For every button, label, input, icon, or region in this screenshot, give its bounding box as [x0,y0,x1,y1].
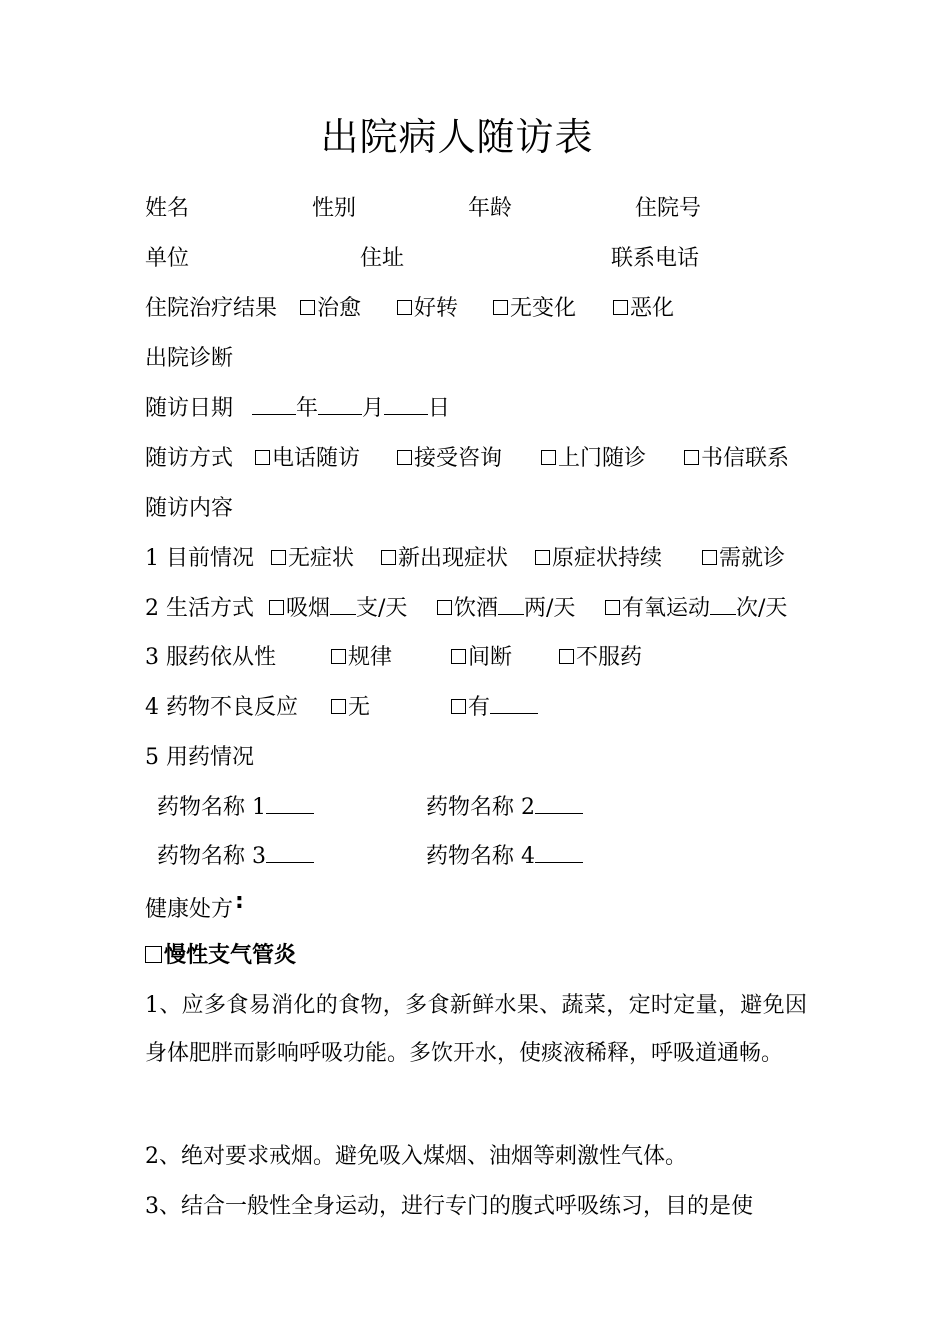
checkbox-icon[interactable] [535,550,550,565]
month-blank[interactable] [318,396,362,415]
advice-paragraph-2: 2、绝对要求戒烟。避免吸入煤烟、油烟等刺激性气体。 [145,1144,687,1169]
hospital-no-label: 住院号 [635,196,702,221]
compliance-option-regular[interactable]: 规律 [331,638,392,678]
checkbox-icon[interactable] [269,600,284,615]
drug-name-3[interactable]: 药物名称 3 [157,837,314,877]
checkbox-icon[interactable] [493,300,508,315]
checkbox-icon[interactable] [605,600,620,615]
day-blank[interactable] [384,396,428,415]
checkbox-icon[interactable] [331,699,346,714]
checkbox-icon[interactable] [702,550,717,565]
checkbox-icon[interactable] [331,649,346,664]
health-prescription-row [145,890,830,930]
checkbox-icon[interactable] [145,946,162,963]
lifestyle-row [145,589,830,629]
current-option-persistent[interactable]: 原症状持续 [535,539,662,579]
compliance-option-intermittent[interactable]: 间断 [451,638,512,678]
checkbox-icon[interactable] [381,550,396,565]
checkbox-icon[interactable] [300,300,315,315]
result-option-unchanged[interactable]: 无变化 [493,289,576,329]
lifestyle-label: 2 生活方式 [145,596,254,621]
method-option-home-visit[interactable]: 上门随诊 [541,439,646,479]
drug-row-2 [145,837,830,877]
current-option-none[interactable]: 无症状 [271,539,354,579]
checkbox-icon[interactable] [451,649,466,664]
drug-name-2[interactable]: 药物名称 2 [426,788,583,828]
checkbox-icon[interactable] [255,450,270,465]
drug-blank[interactable] [266,844,314,863]
gender-label: 性别 [312,196,357,221]
checkbox-icon[interactable] [684,450,699,465]
smoking-blank[interactable] [330,596,356,615]
method-option-phone[interactable]: 电话随访 [255,439,360,479]
age-label: 年龄 [468,196,513,221]
drug-blank[interactable] [266,795,314,814]
treatment-result-label: 住院治疗结果 [145,296,278,321]
day-label: 日 [428,396,451,421]
adverse-blank[interactable] [490,695,538,714]
checkbox-icon[interactable] [451,699,466,714]
compliance-row [145,638,830,678]
advice-paragraph-1: 1、应多食易消化的食物，多食新鲜水果、蔬菜，定时定量，避免因身体肥胖而影响呼吸功能。多饮开水，使痰液稀释，呼吸道通畅。 [145,993,807,1066]
section-heading [145,936,830,976]
lifestyle-drinking[interactable]: 饮酒 两/天 [437,589,575,629]
advice-paragraph-3: 3、结合一般性全身运动，进行专门的腹式呼吸练习，目的是使 [145,1194,753,1219]
visit-date-label: 随访日期 [145,396,234,421]
drug-name-1[interactable]: 药物名称 1 [157,788,314,828]
checkbox-icon[interactable] [613,300,628,315]
year-label: 年 [296,396,319,421]
adverse-option-none[interactable]: 无 [331,688,370,728]
current-status-label: 1 目前情况 [145,546,254,571]
visit-content-label: 随访内容 [145,496,234,521]
current-option-new-symptom[interactable]: 新出现症状 [381,539,508,579]
year-blank[interactable] [252,396,296,415]
checkbox-icon[interactable] [437,600,452,615]
checkbox-icon[interactable] [397,450,412,465]
method-option-consult[interactable]: 接受咨询 [397,439,502,479]
month-label: 月 [362,396,385,421]
drug-row-1 [145,788,830,828]
adverse-reaction-row [145,688,830,728]
visit-date-row [145,389,830,429]
medication-label: 5 用药情况 [145,745,254,770]
section-title: 慢性支气管炎 [164,943,297,968]
lifestyle-smoking[interactable]: 吸烟 支/天 [269,589,407,629]
adverse-option-yes[interactable]: 有 [451,688,538,728]
phone-label: 联系电话 [611,246,700,271]
lifestyle-exercise[interactable]: 有氧运动 次/天 [605,589,787,629]
drug-name-4[interactable]: 药物名称 4 [426,837,583,877]
drinking-blank[interactable] [498,596,524,615]
checkbox-icon[interactable] [541,450,556,465]
result-option-cured[interactable]: 治愈 [300,289,361,329]
result-option-improved[interactable]: 好转 [397,289,458,329]
checkbox-icon[interactable] [271,550,286,565]
drug-blank[interactable] [535,844,583,863]
colon-mark: : [235,889,244,914]
adverse-reaction-label: 4 药物不良反应 [145,695,298,720]
checkbox-icon[interactable] [397,300,412,315]
basic-info-row-2 [145,239,830,279]
health-prescription-label: 健康处方 [145,897,234,922]
treatment-result-row [145,289,830,329]
diagnosis-row [145,339,830,379]
compliance-option-none[interactable]: 不服药 [559,638,642,678]
result-option-worse[interactable]: 恶化 [613,289,674,329]
diagnosis-label: 出院诊断 [145,346,234,371]
name-label: 姓名 [145,196,190,221]
drug-blank[interactable] [535,795,583,814]
unit-label: 单位 [145,246,190,271]
current-status-row [145,539,830,579]
medication-row [145,738,830,778]
page-title: 出院病人随访表 [320,115,594,159]
visit-method-label: 随访方式 [145,446,234,471]
visit-method-row [145,439,830,479]
method-option-letter[interactable]: 书信联系 [684,439,789,479]
basic-info-row-1 [145,189,830,229]
exercise-blank[interactable] [710,596,736,615]
current-option-need-visit[interactable]: 需就诊 [702,539,785,579]
visit-content-row [145,489,830,529]
address-label: 住址 [360,246,405,271]
checkbox-icon[interactable] [559,649,574,664]
compliance-label: 3 服药依从性 [145,645,276,670]
